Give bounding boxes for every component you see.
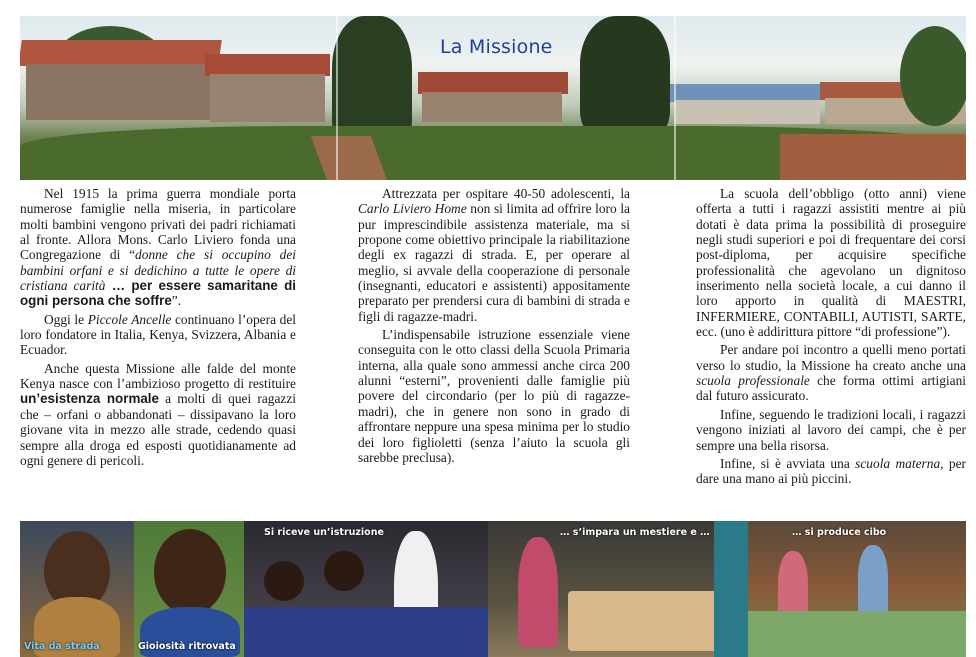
caption-education: Si riceve un’istruzione [264,527,384,538]
photo-street-child [20,521,134,657]
paragraph: Infine, si è avviata una scuola materna, per dare una mano ai più piccini. [696,455,966,487]
paragraph: Oggi le Piccole Ancelle continuano l’opera del loro fondatore in Italia, Kenya, Svizzera, Albania e Ecuador. [20,311,296,358]
paragraph: L’indispensabile istruzione essenziale viene conseguita con le otto classi della Scuola Primaria interna, alla quale sono ammessi anche circa 200 alunni “esterni”, provenienti dalle famiglie più povere del circondario (per lo più di ragazze-madri), che in genere non sono in grado di affrontare neppure una spesa minima per lo studio dei loro figlioletti (senza l’aiuto la scuola gli sarebbe preclusa). [358,327,630,465]
photo-classroom [244,521,488,657]
page-title: La Missione [440,36,553,58]
cabbage-rows [748,611,966,657]
building-left [26,64,216,120]
workbench [568,591,728,651]
worker [518,537,558,647]
caption-joy-found: Gioiosità ritrovata [138,641,236,652]
roof-center [418,72,568,94]
uniforms [244,607,488,657]
red-soil [780,134,966,180]
building-right [675,100,820,124]
farmer [858,545,888,615]
paragraph: Per andare poi incontro a quelli meno portati verso lo studio, la Missione ha creato anche una scuola professionale che forma ottimi artigiani dal futuro assicurato. [696,342,966,404]
pine-right [580,16,670,136]
text-column-2 [358,186,630,468]
paragraph: Attrezzata per ospitare 40-50 adolescenti, la Carlo Liviero Home non si limita ad offrire loro la pur imprescindibile assistenza materiale, ma si propone come obiettivo principale la riabilitazione degli ex ragazzi di strada. E, per operare al meglio, si avvale della cooperazione di personale (insegnanti, educatori e assistenti) appositamente preparato per prendersi cura di bambini di strada e figli di ragazze-madri. [358,186,630,324]
smiling-face [154,529,226,615]
text-column-3 [696,186,966,490]
caption-food: … si produce cibo [792,527,887,538]
paragraph: Anche questa Missione alle falde del monte Kenya nasce con l’ambizioso progetto di restituire un’esistenza normale a molti di quei ragazzi che – orfani o abbandonati – dissipavano la loro giovane vita in mezzo alle strade, cedendo quasi sempre alla droga ed esposti quotidianamente ad ogni genere di pericoli. [20,360,297,468]
quote-bold: … per essere samaritane di ogni persona che soffre [20,278,297,309]
quote-italic: donne che si occupino dei bambini orfani e si dedichino a tutte le opere di cristiana carità [20,247,296,294]
roof-left2 [205,54,330,76]
student [264,561,304,601]
photo-smiling-child [134,521,244,657]
student [324,551,364,591]
paragraph: Infine, seguendo le tradizioni locali, i ragazzi vengono iniziati al lavoro dei campi, che è per sempre una bella risorsa. [696,406,966,453]
paragraph: La scuola dell’obbligo (otto anni) viene offerta a tutti i ragazzi assistiti mentre ai più dotati è data prima la possibilità di proseguire negli studi superiori e poi di frequentare dei corsi post-diploma, per acquisire specifiche professionalità che agevolano un dignitoso inserimento nella società locale, a cui danno il loro apporto in qualità di MAESTRI, INFERMIERE, CONTABILI, AUTISTI, SARTE, ecc. (uno è addirittura pittore “di professione”). [696,186,966,340]
caption-trade: … s’impara un mestiere e … [560,527,710,538]
paragraph: Nel 1915 la prima guerra mondiale porta numerose famiglie nella miseria, in particolare molti bambini vengono privati dei padri richiamati al fronte. Allora Mons. Carlo Liviero fonda una Congregazione di “donne che si occupino dei bambini orfani e si dedichino a tutte le opere di cristiana carità … per essere samaritane di ogni persona che soffre”. [20,186,297,309]
building-left2 [210,74,325,122]
tree-right [900,26,966,126]
teal-curtain [714,521,748,657]
roof-left [20,40,222,66]
fold-line-2 [674,16,676,180]
fold-line-1 [336,16,338,180]
photo-strip [20,521,966,657]
photo-workshop [488,521,748,657]
text-column-1 [20,186,296,471]
photo-field [748,521,966,657]
mission-banner-photo [20,16,966,180]
caption-street-life: Vita da strada [24,641,100,652]
building-center [422,92,562,122]
